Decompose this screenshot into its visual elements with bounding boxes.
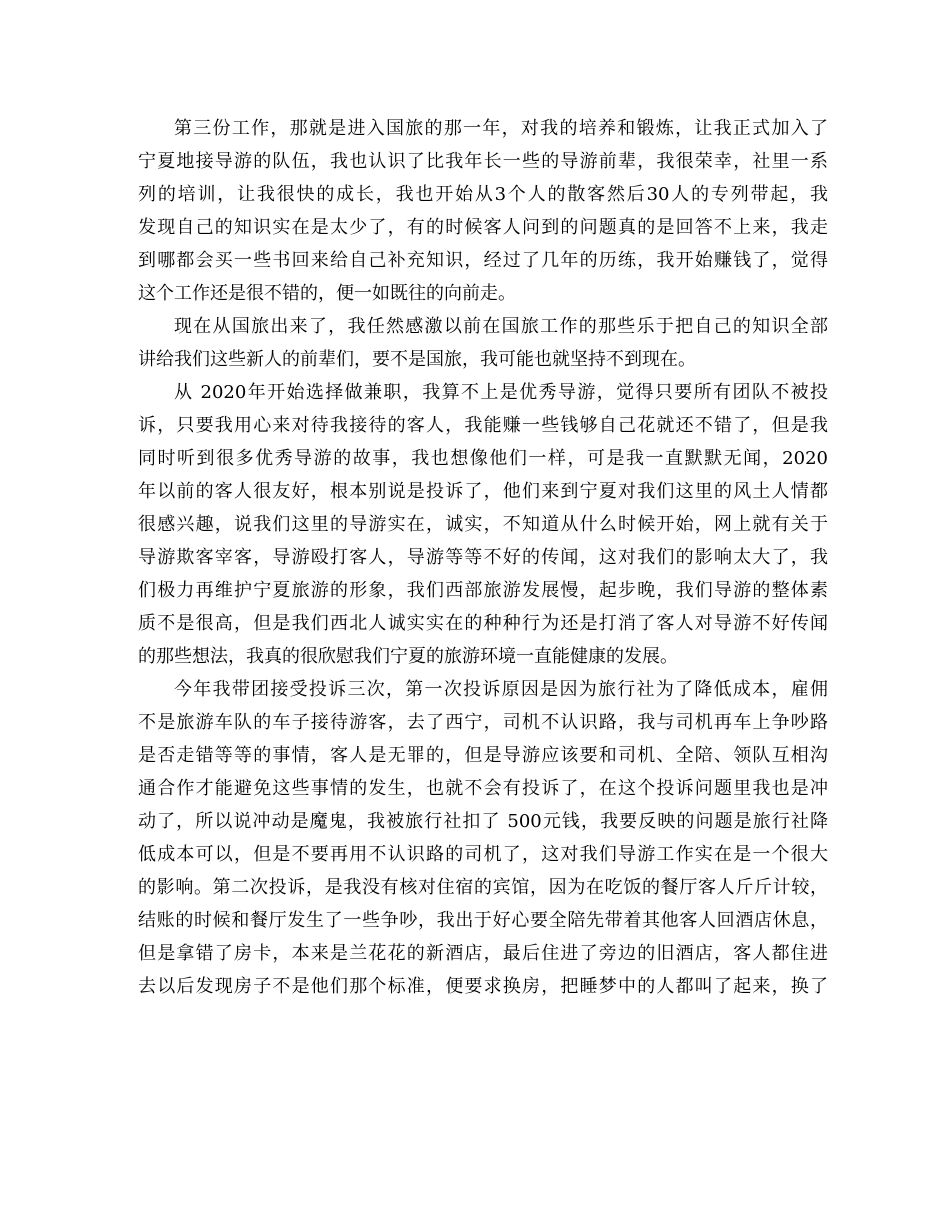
text-line: 很感兴趣，说我们这里的导游实在，诚实，不知道从什么时候开始，网上就有关于 [138, 514, 828, 535]
text-line: 低成本可以，但是不要再用不认识路的司机了，这对我们导游工作实在是一个很大 [138, 844, 828, 865]
text-line: 现在从国旅出来了，我任然感激以前在国旅工作的那些乐于把自己的知识全部 [174, 316, 828, 337]
text-line: 列的培训，让我很快的成长，我也开始从3个人的散客然后30人的专列带起，我 [138, 184, 828, 205]
text-line: 第三份工作，那就是进入国旅的那一年，对我的培养和锻炼，让我正式加入了 [174, 118, 828, 139]
text-line: 动了，所以说冲动是魔鬼，我被旅行社扣了 500元钱，我要反映的问题是旅行社降 [138, 811, 828, 832]
paragraph-4 [138, 673, 828, 1003]
text-line: 但是拿错了房卡，本来是兰花花的新酒店，最后住进了旁边的旧酒店，客人都住进 [138, 943, 828, 964]
text-line: 诉，只要我用心来对待我接待的客人，我能赚一些钱够自己花就还不错了，但是我 [138, 415, 828, 436]
text-line: 年以前的客人很友好，根本别说是投诉了，他们来到宁夏对我们这里的风土人情都 [138, 481, 828, 502]
text-line: 的那些想法，我真的很欣慰我们宁夏的旅游环境一直能健康的发展。 [138, 646, 678, 667]
text-line: 质不是很高，但是我们西北人诚实实在的种种行为还是打消了客人对导游不好传闻 [138, 613, 828, 634]
paragraph-1 [138, 112, 828, 310]
paragraph-2 [138, 310, 828, 376]
document-body [138, 112, 828, 1003]
text-line: 结账的时候和餐厅发生了一些争吵，我出于好心要全陪先带着其他客人回酒店休息， [138, 910, 828, 931]
paragraph-3 [138, 376, 828, 673]
text-line: 的影响。第二次投诉，是我没有核对住宿的宾馆，因为在吃饭的餐厅客人斤斤计较， [138, 877, 828, 898]
text-line: 宁夏地接导游的队伍，我也认识了比我年长一些的导游前辈，我很荣幸，社里一系 [138, 151, 828, 172]
text-line: 通合作才能避免这些事情的发生，也就不会有投诉了，在这个投诉问题里我也是冲 [138, 778, 828, 799]
text-line: 这个工作还是很不错的，便一如既往的向前走。 [138, 283, 516, 304]
text-line: 讲给我们这些新人的前辈们，要不是国旅，我可能也就坚持不到现在。 [138, 349, 696, 370]
text-line: 是否走错等等的事情，客人是无罪的，但是导游应该要和司机、全陪、领队互相沟 [138, 745, 828, 766]
text-line: 去以后发现房子不是他们那个标准，便要求换房，把睡梦中的人都叫了起来，换了 [138, 976, 828, 997]
text-line: 今年我带团接受投诉三次，第一次投诉原因是因为旅行社为了降低成本，雇佣 [174, 679, 828, 700]
text-line: 不是旅游车队的车子接待游客，去了西宁，司机不认识路，我与司机再车上争吵路 [138, 712, 828, 733]
text-line: 们极力再维护宁夏旅游的形象，我们西部旅游发展慢，起步晚，我们导游的整体素 [138, 580, 828, 601]
text-line: 发现自己的知识实在是太少了，有的时候客人问到的问题真的是回答不上来，我走 [138, 217, 828, 238]
text-line: 从 2020年开始选择做兼职，我算不上是优秀导游，觉得只要所有团队不被投 [174, 382, 828, 403]
text-line: 同时听到很多优秀导游的故事，我也想像他们一样，可是我一直默默无闻，2020 [138, 448, 828, 469]
text-line: 导游欺客宰客，导游殴打客人，导游等等不好的传闻，这对我们的影响太大了，我 [138, 547, 828, 568]
text-line: 到哪都会买一些书回来给自己补充知识，经过了几年的历练，我开始赚钱了，觉得 [138, 250, 828, 271]
